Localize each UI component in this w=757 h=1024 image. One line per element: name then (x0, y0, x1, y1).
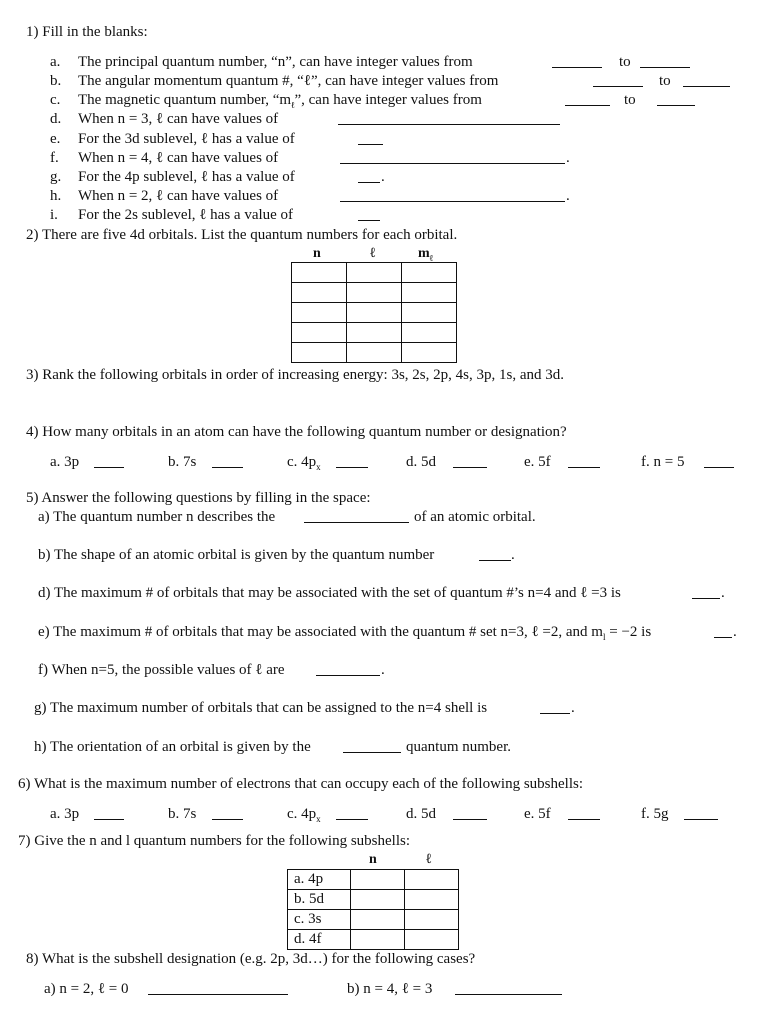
q4c-blank[interactable] (336, 455, 368, 468)
q2-cell[interactable] (347, 343, 402, 363)
q1g-period: . (381, 169, 385, 185)
q5b-period: . (511, 547, 515, 563)
q7-table (287, 869, 459, 950)
q5-heading: 5) Answer the following questions by filling in the space: (26, 490, 371, 506)
q5d-period: . (721, 585, 725, 601)
q6e-label: e. 5f (524, 806, 551, 822)
q1f-blank[interactable] (340, 151, 565, 164)
q1a-text: The principal quantum number, “n”, can have integer values from (78, 54, 473, 70)
q2-cell[interactable] (347, 323, 402, 343)
q2-text: 2) There are five 4d orbitals. List the quantum numbers for each orbital. (26, 227, 458, 243)
q4e-label: e. 5f (524, 454, 551, 470)
q1i-text: For the 2s sublevel, ℓ has a value of (78, 207, 294, 223)
q5a-text-end: of an atomic orbital. (414, 509, 536, 525)
q6b-label: b. 7s (168, 806, 197, 822)
q8-text: 8) What is the subshell designation (e.g. 2p, 3d…) for the following cases? (26, 951, 476, 967)
q7-cell[interactable] (405, 910, 459, 930)
q6-text: 6) What is the maximum number of electrons that can occupy each of the following subshells: (18, 776, 583, 792)
q4e-blank[interactable] (568, 455, 600, 468)
q1b-to: to (659, 73, 671, 89)
q1c-to: to (624, 92, 636, 108)
q7-cell[interactable] (405, 930, 459, 950)
q6e-blank[interactable] (568, 807, 600, 820)
q6d-blank[interactable] (453, 807, 487, 820)
q5e-period: . (733, 624, 737, 640)
q4f-blank[interactable] (704, 455, 734, 468)
q6f-label: f. 5g (641, 806, 669, 822)
q7-row-label: a. 4p (288, 870, 351, 890)
q5d-text: d) The maximum # of orbitals that may be associated with the set of quantum #’s n=4 and ℓ =3 is (38, 585, 621, 601)
q1i-letter: i. (50, 207, 58, 223)
q1h-blank[interactable] (340, 189, 565, 202)
q2-cell[interactable] (402, 343, 457, 363)
q1c-blank-to[interactable] (657, 93, 695, 106)
q5f-text: f) When n=5, the possible values of ℓ are (38, 662, 285, 678)
q7-header-n: n (369, 852, 377, 867)
q1h-text: When n = 2, ℓ can have values of (78, 188, 279, 204)
q1g-letter: g. (50, 169, 62, 185)
q1a-to: to (619, 54, 631, 70)
q7-cell[interactable] (405, 870, 459, 890)
q1b-text: The angular momentum quantum #, “ℓ”, can have integer values from (78, 73, 499, 89)
q1d-text: When n = 3, ℓ can have values of (78, 111, 279, 127)
q1f-text: When n = 4, ℓ can have values of (78, 150, 279, 166)
q2-table (291, 262, 457, 363)
q1h-letter: h. (50, 188, 62, 204)
q4d-label: d. 5d (406, 454, 436, 470)
q1i-blank[interactable] (358, 208, 380, 221)
q4a-label: a. 3p (50, 454, 80, 470)
q8a-blank[interactable] (148, 982, 288, 995)
q2-cell[interactable] (347, 263, 402, 283)
q8a-text: a) n = 2, ℓ = 0 (44, 981, 129, 997)
q5a-text: a) The quantum number n describes the (38, 509, 276, 525)
q1c-letter: c. (50, 92, 61, 108)
q6d-label: d. 5d (406, 806, 436, 822)
q2-cell[interactable] (347, 283, 402, 303)
q2-header-l: ℓ (370, 246, 376, 261)
q5d-blank[interactable] (692, 586, 720, 599)
q1g-text: For the 4p sublevel, ℓ has a value of (78, 169, 295, 185)
q7-cell[interactable] (351, 870, 405, 890)
q6f-blank[interactable] (684, 807, 718, 820)
q4c-label: c. $4p_x$ (287, 454, 321, 472)
q2-cell[interactable] (292, 323, 347, 343)
q4d-blank[interactable] (453, 455, 487, 468)
q1c-text: The magnetic quantum number, “$m_\ell$”, can have integer values from (78, 92, 482, 110)
q7-header-l: ℓ (426, 852, 432, 867)
q1a-blank-to[interactable] (640, 55, 690, 68)
q5f-blank[interactable] (316, 663, 380, 676)
q1a-letter: a. (50, 54, 61, 70)
q6a-blank[interactable] (94, 807, 124, 820)
q2-header-n: n (313, 246, 321, 261)
q4f-label: f. n = 5 (641, 454, 685, 470)
q6c-blank[interactable] (336, 807, 368, 820)
q2-cell[interactable] (402, 323, 457, 343)
q7-cell[interactable] (351, 930, 405, 950)
q7-text: 7) Give the n and l quantum numbers for the following subshells: (18, 833, 411, 849)
q6a-label: a. 3p (50, 806, 80, 822)
q1b-blank-from[interactable] (593, 74, 643, 87)
q1f-period: . (566, 150, 570, 166)
q7-cell[interactable] (351, 890, 405, 910)
q8b-text: b) n = 4, ℓ = 3 (347, 981, 433, 997)
q5b-blank[interactable] (479, 548, 511, 561)
q2-cell[interactable] (402, 263, 457, 283)
q5h-text-end: quantum number. (406, 739, 511, 755)
q5a-blank[interactable] (304, 510, 409, 523)
q6b-blank[interactable] (212, 807, 243, 820)
q2-cell[interactable] (292, 343, 347, 363)
q2-cell[interactable] (347, 303, 402, 323)
q1g-blank[interactable] (358, 170, 380, 183)
q3-text: 3) Rank the following orbitals in order of increasing energy: 3s, 2s, 2p, 4s, 3p, 1s, and 3d. (26, 367, 564, 383)
q1e-letter: e. (50, 131, 61, 147)
q1e-text: For the 3d sublevel, ℓ has a value of (78, 131, 295, 147)
q1d-letter: d. (50, 111, 62, 127)
q1e-blank[interactable] (358, 132, 383, 145)
q5g-text: g) The maximum number of orbitals that can be assigned to the n=4 shell is (34, 700, 488, 716)
q7-cell[interactable] (405, 890, 459, 910)
q7-row-label: c. 3s (288, 910, 351, 930)
q7-cell[interactable] (351, 910, 405, 930)
q4b-blank[interactable] (212, 455, 243, 468)
q2-cell[interactable] (402, 283, 457, 303)
q5g-blank[interactable] (540, 701, 570, 714)
q7-row-label: b. 5d (288, 890, 351, 910)
q2-cell[interactable] (402, 303, 457, 323)
q1h-period: . (566, 188, 570, 204)
q1c-blank-from[interactable] (565, 93, 610, 106)
q1b-blank-to[interactable] (683, 74, 730, 87)
q2-cell[interactable] (292, 303, 347, 323)
q4b-label: b. 7s (168, 454, 197, 470)
q5e-blank[interactable] (714, 625, 732, 638)
q4a-blank[interactable] (94, 455, 124, 468)
q1d-blank[interactable] (338, 112, 560, 125)
q6c-label: c. $4p_x$ (287, 806, 321, 824)
q5h-blank[interactable] (343, 740, 401, 753)
q4-text: 4) How many orbitals in an atom can have the following quantum number or designation? (26, 424, 567, 440)
q1a-blank-from[interactable] (552, 55, 602, 68)
q5b-text: b) The shape of an atomic orbital is given by the quantum number (38, 547, 435, 563)
q5f-period: . (381, 662, 385, 678)
q5e-text: e) The maximum # of orbitals that may be associated with the quantum # set n=3, ℓ =2, and $m_l = -2$ is (38, 624, 652, 642)
q5h-text: h) The orientation of an orbital is given by the (34, 739, 311, 755)
q1f-letter: f. (50, 150, 59, 166)
q1b-letter: b. (50, 73, 62, 89)
q2-header-m: $m_\ell$ (418, 246, 434, 263)
q1-heading: 1) Fill in the blanks: (26, 24, 148, 40)
q7-row-label: d. 4f (288, 930, 351, 950)
q2-cell[interactable] (292, 263, 347, 283)
q5g-period: . (571, 700, 575, 716)
q2-cell[interactable] (292, 283, 347, 303)
q8b-blank[interactable] (455, 982, 562, 995)
